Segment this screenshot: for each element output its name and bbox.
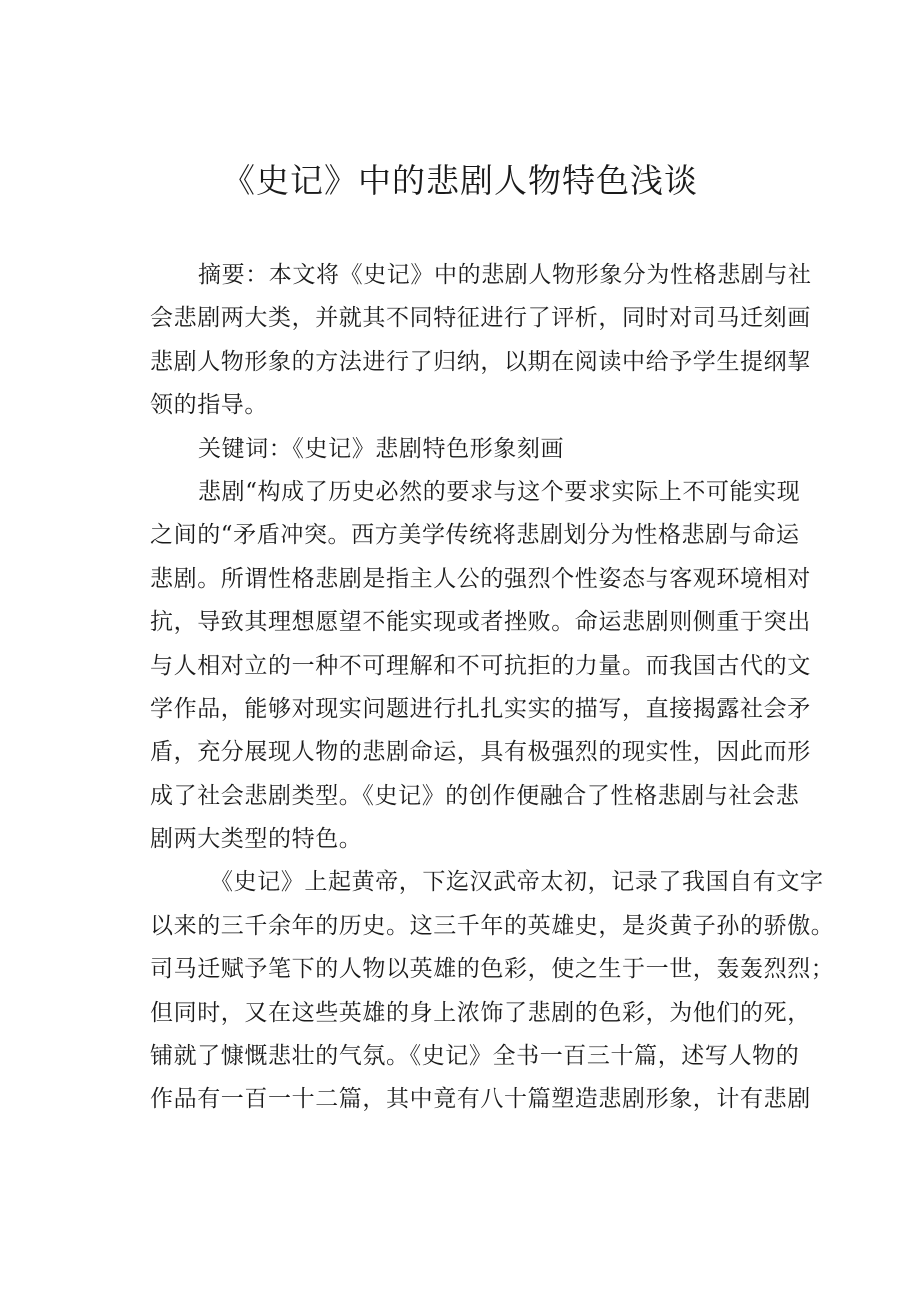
abstract-line: 会悲剧两大类，并就其不同特征进行了评析，同时对司马迁刻画 [150, 305, 811, 332]
paragraph-line: 之间的“矛盾冲突。西方美学传统将悲剧划分为性格悲剧与命运 [150, 522, 800, 549]
paragraph-line: 作品有一百一十二篇，其中竟有八十篇塑造悲剧形象，计有悲剧 [150, 1086, 811, 1113]
paragraph-line: 铺就了慷慨悲壮的气氛。《史记》全书一百三十篇，述写人物的 [150, 1043, 800, 1070]
body-paragraph-2 [150, 861, 835, 1121]
paragraph-line: 与人相对立的一种不可理解和不可抗拒的力量。而我国古代的文 [150, 652, 811, 679]
paragraph-line: 悲剧“构成了历史必然的要求与这个要求实际上不可能实现 [198, 478, 801, 505]
abstract-line: 摘要：本文将《史记》中的悲剧人物形象分为性格悲剧与社 [198, 262, 812, 288]
abstract-paragraph [150, 254, 810, 428]
document-title: 《史记》中的悲剧人物特色浅谈 [222, 161, 698, 200]
keywords-paragraph [150, 428, 810, 471]
abstract-line: 悲剧人物形象的方法进行了归纳，以期在阅读中给予学生提纲挈 [150, 348, 811, 375]
paragraph-line: 剧两大类型的特色。 [150, 826, 363, 853]
paragraph-line: 成了社会悲剧类型。《史记》的创作便融合了性格悲剧与社会悲 [150, 782, 800, 809]
keywords-line: 关键词：《史记》悲剧特色形象刻画 [198, 435, 565, 462]
paragraph-line: 但同时，又在这些英雄的身上浓饰了悲剧的色彩，为他们的死， [150, 999, 811, 1026]
paragraph-line: 抗，导致其理想愿望不能实现或者挫败。命运悲剧则侧重于突出 [150, 609, 811, 636]
paragraph-line: 以来的三千余年的历史。这三千年的英雄史，是炎黄子孙的骄傲。 [150, 912, 835, 939]
body-paragraph-1 [150, 471, 810, 862]
paragraph-line: 悲剧。所谓性格悲剧是指主人公的强烈个性姿态与客观环境相对 [150, 565, 811, 592]
paragraph-line: 《史记》上起黄帝，下迄汉武帝太初，记录了我国自有文字 [210, 869, 824, 896]
paragraph-line: 学作品，能够对现实问题进行扎扎实实的描写，直接揭露社会矛 [150, 695, 811, 722]
abstract-line: 领的指导。 [150, 392, 268, 419]
paragraph-line: 盾，充分展现人物的悲剧命运，具有极强烈的现实性，因此而形 [150, 739, 811, 766]
document-body [150, 254, 835, 1122]
paragraph-line: 司马迁赋予笔下的人物以英雄的色彩，使之生于一世，轰轰烈烈； [150, 956, 835, 983]
